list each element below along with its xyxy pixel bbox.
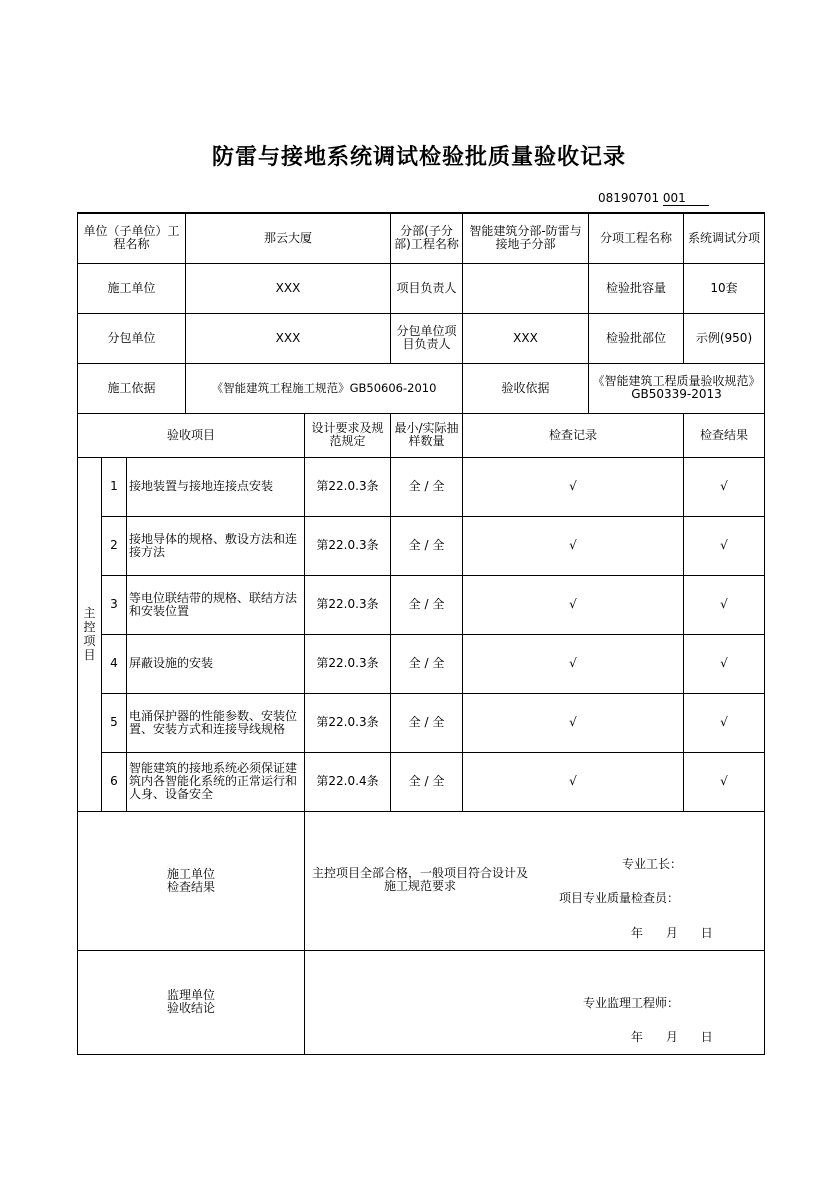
project-manager-label: 项目负责人 — [391, 263, 463, 313]
row-sample: 全 / 全 — [391, 575, 463, 634]
division-value: 智能建筑分部-防雷与接地子分部 — [463, 213, 589, 263]
inspection-result-text: 主控项目全部合格，一般项目符合设计及施工规范要求 — [311, 865, 528, 893]
contractor-value: XXX — [186, 263, 391, 313]
acceptance-record-table — [77, 212, 765, 1055]
inspection-label: 施工单位检查结果 — [78, 811, 305, 950]
row-spec: 第22.0.3条 — [305, 575, 391, 634]
row-sample: 全 / 全 — [391, 516, 463, 575]
document-title: 防雷与接地系统调试检验批质量验收记录 — [211, 144, 626, 170]
contractor-label: 施工单位 — [78, 263, 186, 313]
sub-pm-label: 分包单位项目负责人 — [391, 313, 463, 363]
subitem-label: 分项工程名称 — [589, 213, 684, 263]
row-record-check: √ — [463, 634, 684, 693]
row-item: 接地导体的规格、敷设方法和连接方法 — [127, 516, 305, 575]
acceptance-basis-label: 验收依据 — [463, 363, 589, 413]
capacity-label: 检验批容量 — [589, 263, 684, 313]
location-label: 检验批部位 — [589, 313, 684, 363]
quality-inspector-label: 项目专业质量检查员： — [559, 890, 680, 905]
row-item: 等电位联结带的规格、联结方法和安装位置 — [127, 575, 305, 634]
row-record-check: √ — [463, 693, 684, 752]
row-number: 1 — [102, 457, 127, 516]
row-number: 6 — [102, 752, 127, 811]
row-record-check: √ — [463, 752, 684, 811]
supervision-conclusion-cell — [305, 950, 765, 1054]
row-result-check: √ — [684, 457, 765, 516]
division-label: 分部(子分部)工程名称 — [391, 213, 463, 263]
row-record-check: √ — [463, 516, 684, 575]
row-item: 智能建筑的接地系统必须保证建筑内各智能化系统的正常运行和人身、设备安全 — [127, 752, 305, 811]
row-number: 2 — [102, 516, 127, 575]
row-number: 5 — [102, 693, 127, 752]
foreman-label: 专业工长： — [622, 856, 683, 871]
row-result-check: √ — [684, 516, 765, 575]
document-code — [598, 191, 709, 206]
row-item: 电涌保护器的性能参数、安装位置、安装方式和连接导线规格 — [127, 693, 305, 752]
items-column-header: 验收项目 — [78, 413, 305, 457]
subitem-value: 系统调试分项 — [684, 213, 765, 263]
row-result-check: √ — [684, 634, 765, 693]
row-result-check: √ — [684, 693, 765, 752]
spec-column-header: 设计要求及规范规定 — [305, 413, 391, 457]
sample-column-header: 最小/实际抽样数量 — [391, 413, 463, 457]
construction-basis-value: 《智能建筑工程施工规范》GB50606-2010 — [186, 363, 463, 413]
location-value: 示例(950) — [684, 313, 765, 363]
inspection-result-cell — [305, 811, 765, 950]
subcontractor-value: XXX — [186, 313, 391, 363]
sub-pm-value: XXX — [463, 313, 589, 363]
row-item: 接地装置与接地连接点安装 — [127, 457, 305, 516]
row-sample: 全 / 全 — [391, 693, 463, 752]
row-number: 4 — [102, 634, 127, 693]
row-result-check: √ — [684, 752, 765, 811]
main-control-group-label: 主控项目 — [78, 457, 102, 811]
row-sample: 全 / 全 — [391, 457, 463, 516]
document-code-number: 001 — [663, 192, 709, 206]
row-sample: 全 / 全 — [391, 634, 463, 693]
result-column-header: 检查结果 — [684, 413, 765, 457]
construction-basis-label: 施工依据 — [78, 363, 186, 413]
acceptance-basis-value: 《智能建筑工程质量验收规范》GB50339-2013 — [589, 363, 765, 413]
unit-label: 单位（子单位）工程名称 — [78, 213, 186, 263]
supervision-engineer-label: 专业监理工程师： — [583, 995, 680, 1010]
table-row — [78, 752, 765, 811]
table-row — [78, 634, 765, 693]
row-sample: 全 / 全 — [391, 752, 463, 811]
row-item: 屏蔽设施的安装 — [127, 634, 305, 693]
table-row — [78, 575, 765, 634]
row-record-check: √ — [463, 575, 684, 634]
project-manager-value — [463, 263, 589, 313]
unit-value: 那云大厦 — [186, 213, 391, 263]
capacity-value: 10套 — [684, 263, 765, 313]
supervision-label: 监理单位验收结论 — [78, 950, 305, 1054]
row-spec: 第22.0.3条 — [305, 516, 391, 575]
supervision-date: 年 月 日 — [631, 1029, 713, 1044]
table-row — [78, 693, 765, 752]
row-spec: 第22.0.4条 — [305, 752, 391, 811]
row-spec: 第22.0.3条 — [305, 634, 391, 693]
table-row — [78, 457, 765, 516]
document-code-prefix: 08190701 — [598, 191, 660, 205]
row-spec: 第22.0.3条 — [305, 457, 391, 516]
inspection-date: 年 月 日 — [631, 925, 713, 940]
row-result-check: √ — [684, 575, 765, 634]
row-number: 3 — [102, 575, 127, 634]
record-column-header: 检查记录 — [463, 413, 684, 457]
subcontractor-label: 分包单位 — [78, 313, 186, 363]
row-record-check: √ — [463, 457, 684, 516]
row-spec: 第22.0.3条 — [305, 693, 391, 752]
table-row — [78, 516, 765, 575]
